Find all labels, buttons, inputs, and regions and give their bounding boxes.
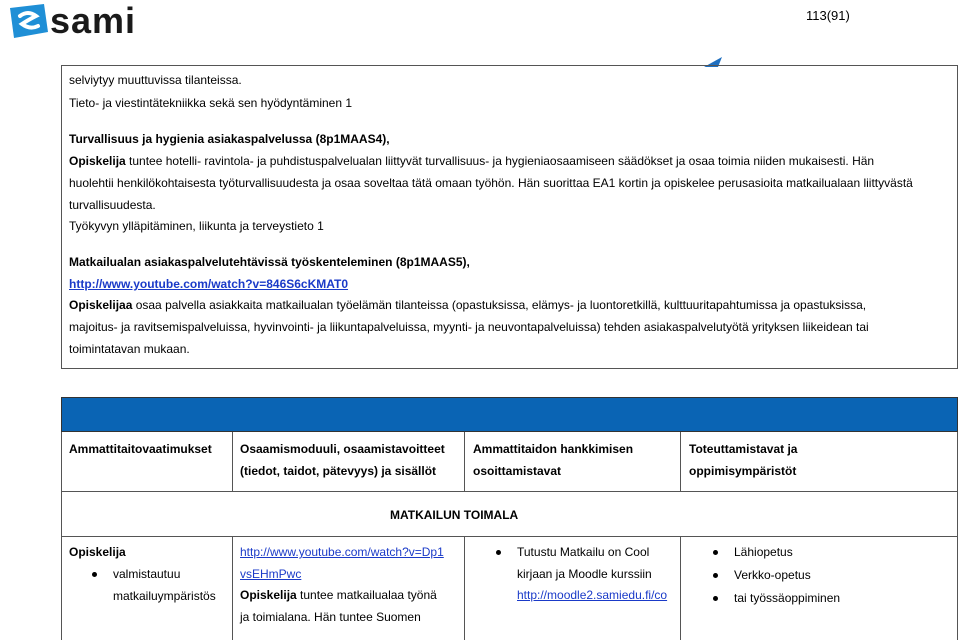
column-header: osoittamistavat bbox=[473, 464, 562, 478]
bullet-icon bbox=[92, 572, 97, 577]
cell-text: matkailuympäristös bbox=[113, 589, 216, 603]
bullet-icon bbox=[496, 550, 501, 555]
text-line: selviytyy muuttuvissa tilanteissa. bbox=[69, 73, 242, 87]
text-line bbox=[69, 154, 874, 168]
cell-text: Tutustu Matkailu on Cool bbox=[517, 545, 650, 559]
youtube-link[interactable]: http://www.youtube.com/watch?v=Dp1 bbox=[240, 545, 444, 559]
cell-text: kirjaan ja Moodle kurssiin bbox=[517, 567, 652, 581]
moodle-link[interactable]: http://moodle2.samiedu.fi/co bbox=[517, 588, 668, 602]
list-item: tai työssäoppiminen bbox=[734, 591, 841, 605]
column-header: Osaamismoduuli, osaamistavoitteet bbox=[240, 442, 445, 456]
bullet-icon bbox=[713, 550, 718, 555]
bold-label: Opiskelijaa bbox=[69, 298, 133, 312]
table-border bbox=[232, 536, 233, 640]
logo-text: sami bbox=[50, 0, 137, 41]
column-header: Toteuttamistavat ja bbox=[689, 442, 798, 456]
youtube-link[interactable]: vsEHmPwc bbox=[240, 567, 302, 581]
text-line: majoitus- ja ravitsemispalveluissa, hyvinvointi- ja liikuntapalveluissa, myynti- ja neuvontapalveluissa) tehden asiakaspalvelutyötä yrityksen liikeidean tai bbox=[69, 320, 869, 334]
table-border bbox=[680, 536, 681, 640]
text-line: turvallisuudesta. bbox=[69, 198, 156, 212]
cell-text: valmistautuu bbox=[113, 567, 181, 581]
cell-text bbox=[240, 588, 437, 602]
module-title: Matkailualan asiakaspalvelutehtävissä työskenteleminen (8p1MAAS5), bbox=[69, 255, 470, 269]
column-header: Ammattitaidon hankkimisen bbox=[473, 442, 634, 456]
table-border bbox=[464, 536, 465, 640]
table-border bbox=[61, 536, 958, 537]
bullet-icon bbox=[713, 573, 718, 578]
blue-header-bar bbox=[61, 397, 958, 432]
text-span: osaa palvella asiakkaita matkailualan työelämän tilanteissa (opastuksissa, elämys- ja luontoretkillä, kulttuuritapahtumissa ja opastuksissa, bbox=[132, 298, 867, 312]
column-header: Ammattitaitovaatimukset bbox=[69, 442, 212, 456]
text-span: tuntee matkailualaa työnä bbox=[296, 588, 437, 602]
section-title: MATKAILUN TOIMALA bbox=[390, 508, 519, 522]
cell-title: Opiskelija bbox=[69, 545, 126, 559]
list-item: Lähiopetus bbox=[734, 545, 793, 559]
page-number: 113(91) bbox=[806, 8, 850, 23]
bold-label: Opiskelija bbox=[69, 154, 126, 168]
column-header: (tiedot, taidot, pätevyys) ja sisällöt bbox=[240, 464, 437, 478]
text-line: Työkyvyn ylläpitäminen, liikunta ja terveystieto 1 bbox=[69, 219, 324, 233]
youtube-link[interactable]: http://www.youtube.com/watch?v=846S6cKMAT0 bbox=[69, 277, 349, 291]
text-line: toimintatavan mukaan. bbox=[69, 342, 190, 356]
page-header bbox=[0, 0, 960, 56]
table-border bbox=[680, 432, 681, 492]
module-title: Turvallisuus ja hygienia asiakaspalvelussa (8p1MAAS4), bbox=[69, 132, 390, 146]
text-span: tuntee hotelli- ravintola- ja puhdistuspalvelualan liittyvät turvallisuus- ja hygieniaosaamiseen säädökset ja osaa toimia niiden mukaisesti. Hän bbox=[125, 154, 875, 168]
column-header: oppimisympäristöt bbox=[689, 464, 797, 478]
bullet-icon bbox=[713, 596, 718, 601]
text-line bbox=[69, 298, 866, 312]
text-line: huolehtii henkilökohtaisesta työturvallisuudesta ja osaa soveltaa tätä omaan työhön. Hän suorittaa EA1 kortin ja opiskelee perusasioita matkailualaan liittyvästä bbox=[69, 176, 913, 190]
bold-label: Opiskelija bbox=[240, 588, 297, 602]
table-border bbox=[464, 432, 465, 492]
text-line: Tieto- ja viestintätekniikka sekä sen hyödyntäminen 1 bbox=[69, 96, 353, 110]
table-border bbox=[232, 432, 233, 492]
list-item: Verkko-opetus bbox=[734, 568, 811, 582]
table-border bbox=[61, 491, 958, 492]
cell-text: ja toimialana. Hän tuntee Suomen bbox=[240, 610, 421, 624]
